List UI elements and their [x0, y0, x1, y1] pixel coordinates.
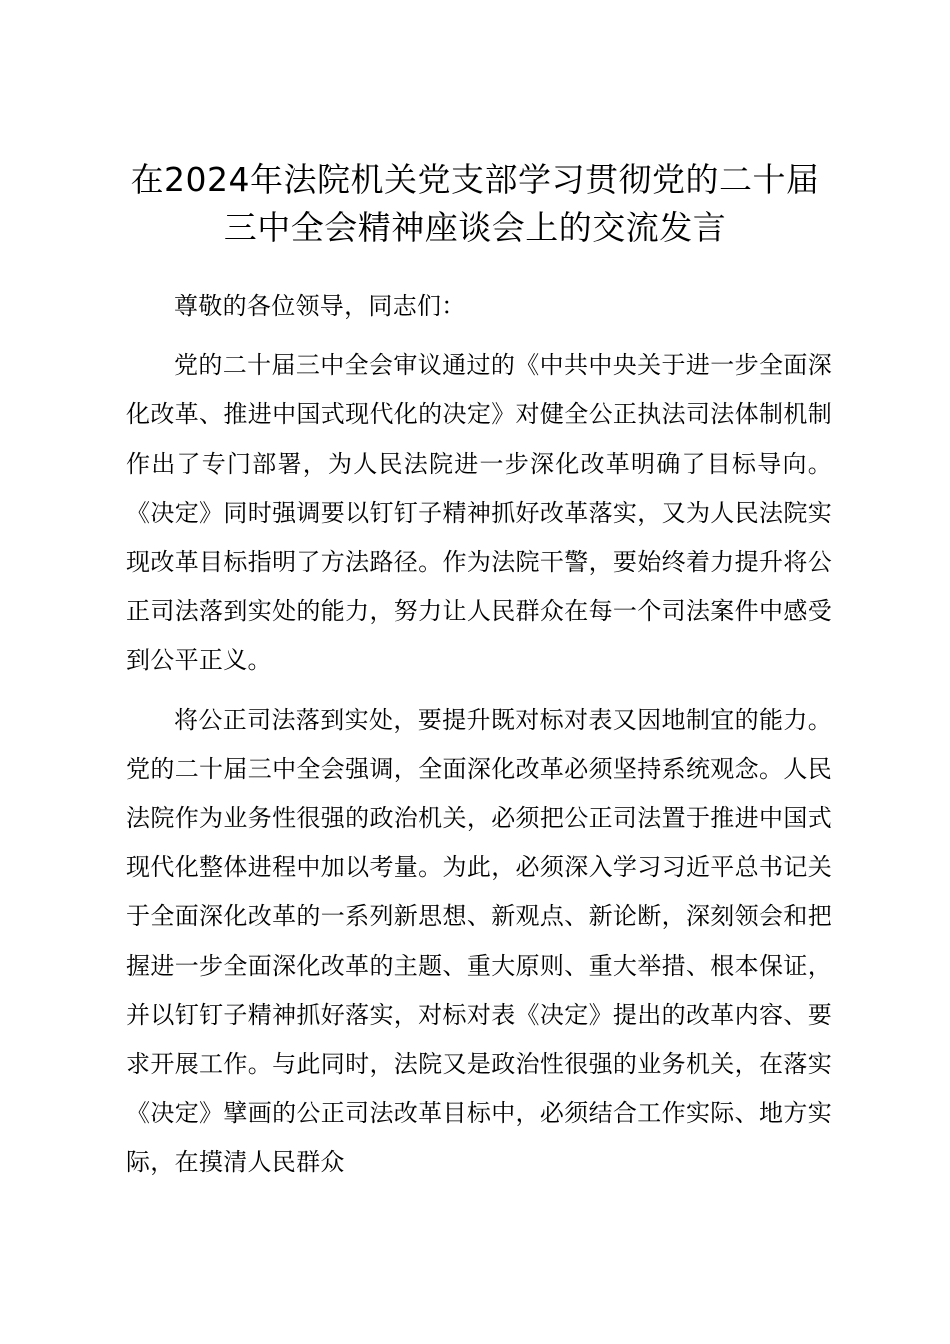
document-body [126, 282, 832, 1188]
paragraph-2: 将公正司法落到实处，要提升既对标对表又因地制宜的能力。党的二十届三中全会强调，全面深化改革必须坚持系统观念。人民法院作为业务性很强的政治机关，必须把公正司法置于推进中国式现代化整体进程中加以考量。为此，必须深入学习习近平总书记关于全面深化改革的一系列新思想、新观点、新论断，深刻领会和把握进一步全面深化改革的主题、重大原则、重大举措、根本保证，并以钉钉子精神抓好落实，对标对表《决定》提出的改革内容、要求开展工作。与此同时，法院又是政治性很强的业务机关，在落实《决定》擘画的公正司法改革目标中，必须结合工作实际、地方实际，在摸清人民群众 [126, 705, 832, 1177]
document-title: 在2024年法院机关党支部学习贯彻党的二十届三中全会精神座谈会上的交流发言 [130, 160, 820, 247]
paragraph-1: 党的二十届三中全会审议通过的《中共中央关于进一步全面深化改革、推进中国式现代化的决定》对健全公正执法司法体制机制作出了专门部署，为人民法院进一步深化改革明确了目标导向。《决定》同时强调要以钉钉子精神抓好改革落实，又为人民法院实现改革目标指明了方法路径。作为法院干警，要始终着力提升将公正司法落到实处的能力，努力让人民群众在每一个司法案件中感受到公平正义。 [126, 351, 832, 675]
salutation: 尊敬的各位领导，同志们： [174, 292, 466, 320]
